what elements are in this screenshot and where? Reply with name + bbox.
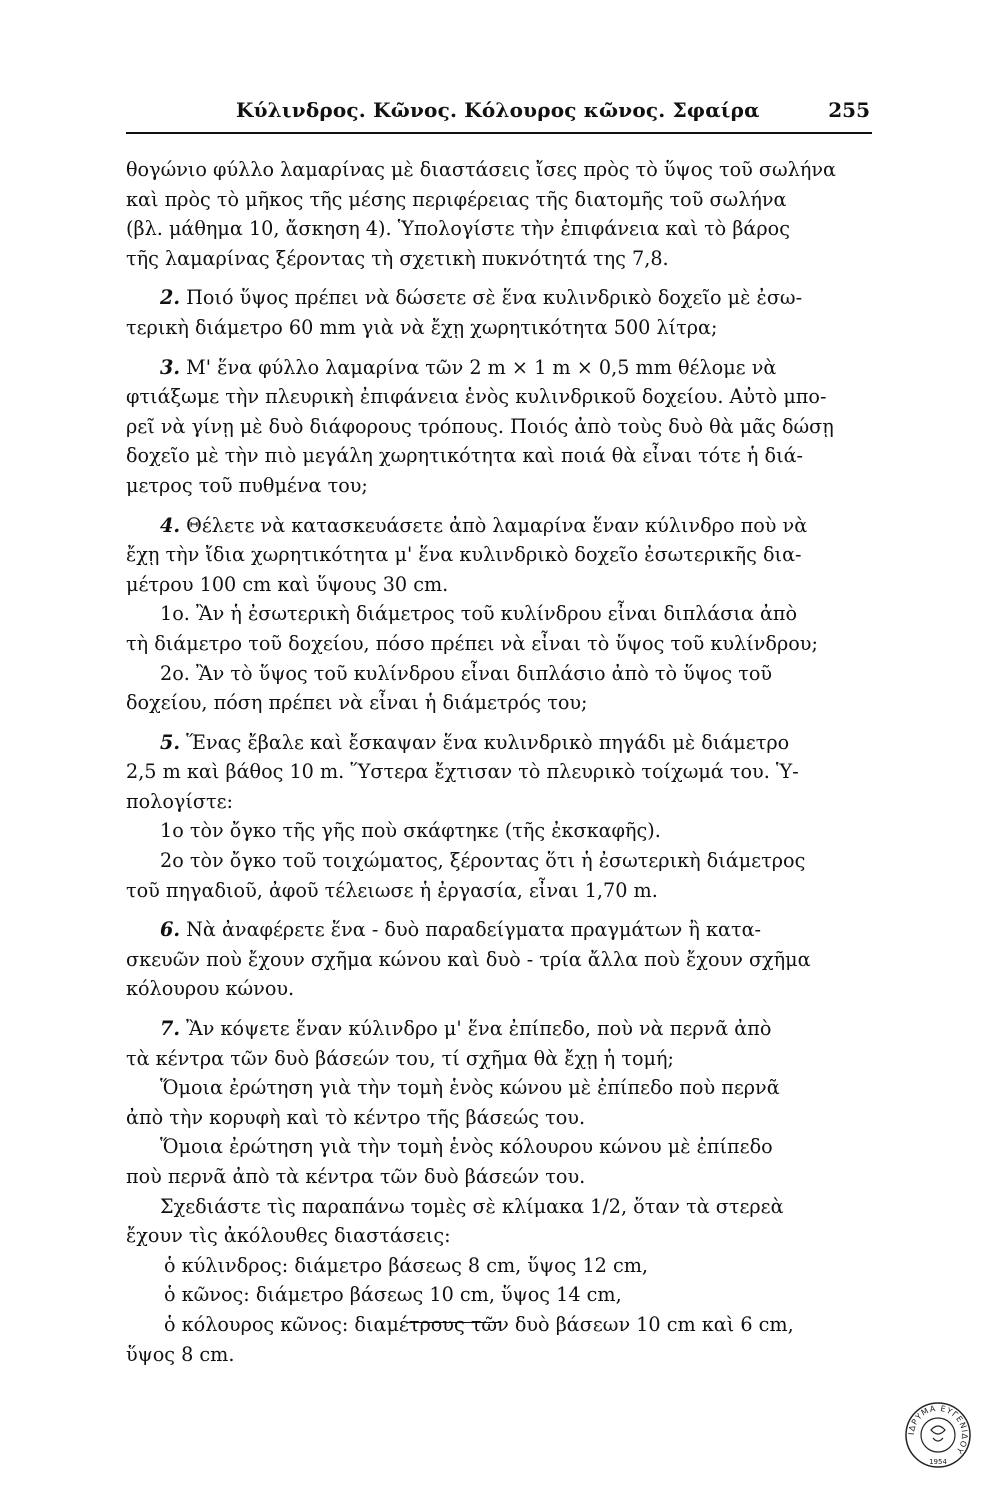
text-line: σκευῶν ποὺ ἔχουν σχῆμα κώνου καὶ δυὸ - τρία ἄλλα ποὺ ἔχουν σχῆμα bbox=[126, 947, 811, 971]
text-line: ποὺ περνᾶ ἀπὸ τὰ κέντρα τῶν δυὸ βάσεών του. bbox=[126, 1165, 586, 1188]
exercise-number: 4. bbox=[160, 513, 181, 537]
text-line: κόλουρου κώνου. bbox=[126, 977, 295, 1001]
text-line: 2ο. Ἂν τὸ ὕψος τοῦ κυλίνδρου εἶναι διπλάσιο ἀπὸ τὸ ὕψος τοῦ bbox=[160, 661, 773, 685]
exercise-2 bbox=[126, 283, 872, 313]
text-line: Μ' ἕνα φύλλο λαμαρίνα τῶν 2 m × 1 m × 0,5 mm θέλομε νὰ bbox=[180, 355, 777, 379]
running-title: Κύλινδρος. Κῶνος. Κόλουρος κῶνος. Σφαίρα bbox=[236, 98, 760, 122]
text-line: μέτρου 100 cm καὶ ὕψους 30 cm. bbox=[126, 572, 449, 596]
exercise-number: 6. bbox=[160, 918, 181, 942]
end-rule bbox=[407, 1322, 501, 1323]
foundation-stamp-icon bbox=[903, 1400, 973, 1470]
text-line: δοχείου, πόση πρέπει νὰ εἶναι ἡ διάμετρός του; bbox=[126, 691, 588, 715]
text-line: ρεῖ νὰ γίνῃ μὲ δυὸ διάφορους τρόπους. Ποιός ἀπὸ τοὺς δυὸ θὰ μᾶς δώσῃ bbox=[126, 414, 834, 438]
exercise-4 bbox=[126, 511, 872, 541]
text-line: τερικὴ διάμετρο 60 mm γιὰ νὰ ἔχῃ χωρητικότητα 500 λίτρα; bbox=[126, 315, 718, 339]
text-line: φτιάξωμε τὴν πλευρικὴ ἐπιφάνεια ἑνὸς κυλινδρικοῦ δοχείου. Αὐτὸ μπο- bbox=[126, 385, 827, 409]
text-line: 1ο τὸν ὄγκο τῆς γῆς ποὺ σκάφτηκε (τῆς ἐκσκαφῆς). bbox=[160, 819, 661, 843]
text-line: 2ο τὸν ὄγκο τοῦ τοιχώματος, ξέροντας ὅτι ἡ ἐσωτερικὴ διάμετρος bbox=[160, 849, 806, 873]
text-line: Ποιό ὕψος πρέπει νὰ δώσετε σὲ ἕνα κυλινδρικὸ δοχεῖο μὲ ἐσω- bbox=[180, 286, 803, 310]
text-line: θογώνιο φύλλο λαμαρίνας μὲ διαστάσεις ἴσες πρὸς τὸ ὕψος τοῦ σωλήνα bbox=[126, 158, 836, 181]
text-line: Ὅμοια ἐρώτηση γιὰ τὴν τομὴ ἑνὸς κώνου μὲ ἐπίπεδο ποὺ περνᾶ bbox=[160, 1076, 780, 1100]
text-line: Ἕνας ἔβαλε καὶ ἔσκαψαν ἕνα κυλινδρικὸ πηγάδι μὲ διάμετρο bbox=[180, 730, 790, 754]
page-number: 255 bbox=[828, 98, 870, 122]
text-line: ὕψος 8 cm. bbox=[126, 1342, 235, 1366]
text-line: Θέλετε νὰ κατασκευάσετε ἀπὸ λαμαρίνα ἕναν κύλινδρο ποὺ νὰ bbox=[180, 513, 808, 537]
text-line: (βλ. μάθημα 10, ἄσκηση 4). Ὑπολογίστε τὴν ἐπιφάνεια καὶ τὸ βάρος bbox=[126, 217, 790, 241]
body-text bbox=[126, 155, 872, 1369]
text-line: καὶ πρὸς τὸ μῆκος τῆς μέσης περιφέρειας τῆς διατομῆς τοῦ σωλήνα bbox=[126, 187, 787, 211]
text-line: τὰ κέντρα τῶν δυὸ βάσεών του, τί σχῆμα θὰ ἔχῃ ἡ τομή; bbox=[126, 1046, 674, 1070]
exercise-number: 3. bbox=[160, 355, 181, 379]
text-line: μετρος τοῦ πυθμένα του; bbox=[126, 473, 368, 497]
stamp-year: 1954 bbox=[929, 1458, 947, 1466]
text-line: πολογίστε: bbox=[126, 789, 233, 813]
exercise-7 bbox=[126, 1014, 872, 1044]
text-line: τῆς λαμαρίνας ξέροντας τὴ σχετικὴ πυκνότητά της 7,8. bbox=[126, 246, 669, 270]
stamp-text: ΙΔΡΥΜΑ ΕΥΓΕΝΙΔΟΥ bbox=[906, 1403, 970, 1456]
exercise-number: 2. bbox=[160, 286, 181, 310]
text-line: 1ο. Ἂν ἡ ἐσωτερικὴ διάμετρος τοῦ κυλίνδρου εἶναι διπλάσια ἀπὸ bbox=[160, 602, 798, 626]
text-line: Ὅμοια ἐρώτηση γιὰ τὴν τομὴ ἑνὸς κόλουρου κώνου μὲ ἐπίπεδο bbox=[160, 1135, 773, 1159]
exercise-6 bbox=[126, 915, 872, 945]
text-line: Νὰ ἀναφέρετε ἕνα - δυὸ παραδείγματα πραγμάτων ἢ κατα- bbox=[180, 918, 762, 942]
text-line: 2,5 m καὶ βάθος 10 m. Ὕστερα ἔχτισαν τὸ πλευρικὸ τοίχωμά του. Ὑ- bbox=[126, 760, 799, 784]
text-line: Σχεδιάστε τὶς παραπάνω τομὲς σὲ κλίμακα 1/2, ὅταν τὰ στερεὰ bbox=[160, 1194, 784, 1218]
text-line: τοῦ πηγαδιοῦ, ἀφοῦ τέλειωσε ἡ ἐργασία, εἶναι 1,70 m. bbox=[126, 878, 658, 902]
text-line: ὁ κύλινδρος: διάμετρο βάσεως 8 cm, ὕψος 12 cm, bbox=[164, 1253, 649, 1277]
text-line: Ἂν κόψετε ἕναν κύλινδρο μ' ἕνα ἐπίπεδο, ποὺ νὰ περνᾶ ἀπὸ bbox=[180, 1017, 772, 1041]
exercise-number: 5. bbox=[160, 730, 181, 754]
text-line: δοχεῖο μὲ τὴν πιὸ μεγάλη χωρητικότητα καὶ ποιά θὰ εἶναι τότε ἡ διά- bbox=[126, 444, 804, 468]
text-line: τὴ διάμετρο τοῦ δοχείου, πόσο πρέπει νὰ εἶναι τὸ ὕψος τοῦ κυλίνδρου; bbox=[126, 631, 818, 655]
exercise-3 bbox=[126, 353, 872, 383]
exercise-number: 7. bbox=[160, 1017, 181, 1041]
text-line: ἔχῃ τὴν ἴδια χωρητικότητα μ' ἕνα κυλινδρικὸ δοχεῖο ἐσωτερικῆς δια- bbox=[126, 543, 802, 567]
text-line: ὁ κόλουρος κῶνος: διαμέτρους τῶν δυὸ βάσεων 10 cm καὶ 6 cm, bbox=[164, 1312, 794, 1336]
text-line: ἔχουν τὶς ἀκόλουθες διαστάσεις: bbox=[126, 1224, 451, 1248]
exercise-5 bbox=[126, 728, 872, 758]
text-line: ἀπὸ τὴν κορυφὴ καὶ τὸ κέντρο τῆς βάσεώς του. bbox=[126, 1105, 586, 1129]
text-line: ὁ κῶνος: διάμετρο βάσεως 10 cm, ὕψος 14 cm, bbox=[164, 1283, 622, 1307]
running-header bbox=[126, 96, 872, 134]
